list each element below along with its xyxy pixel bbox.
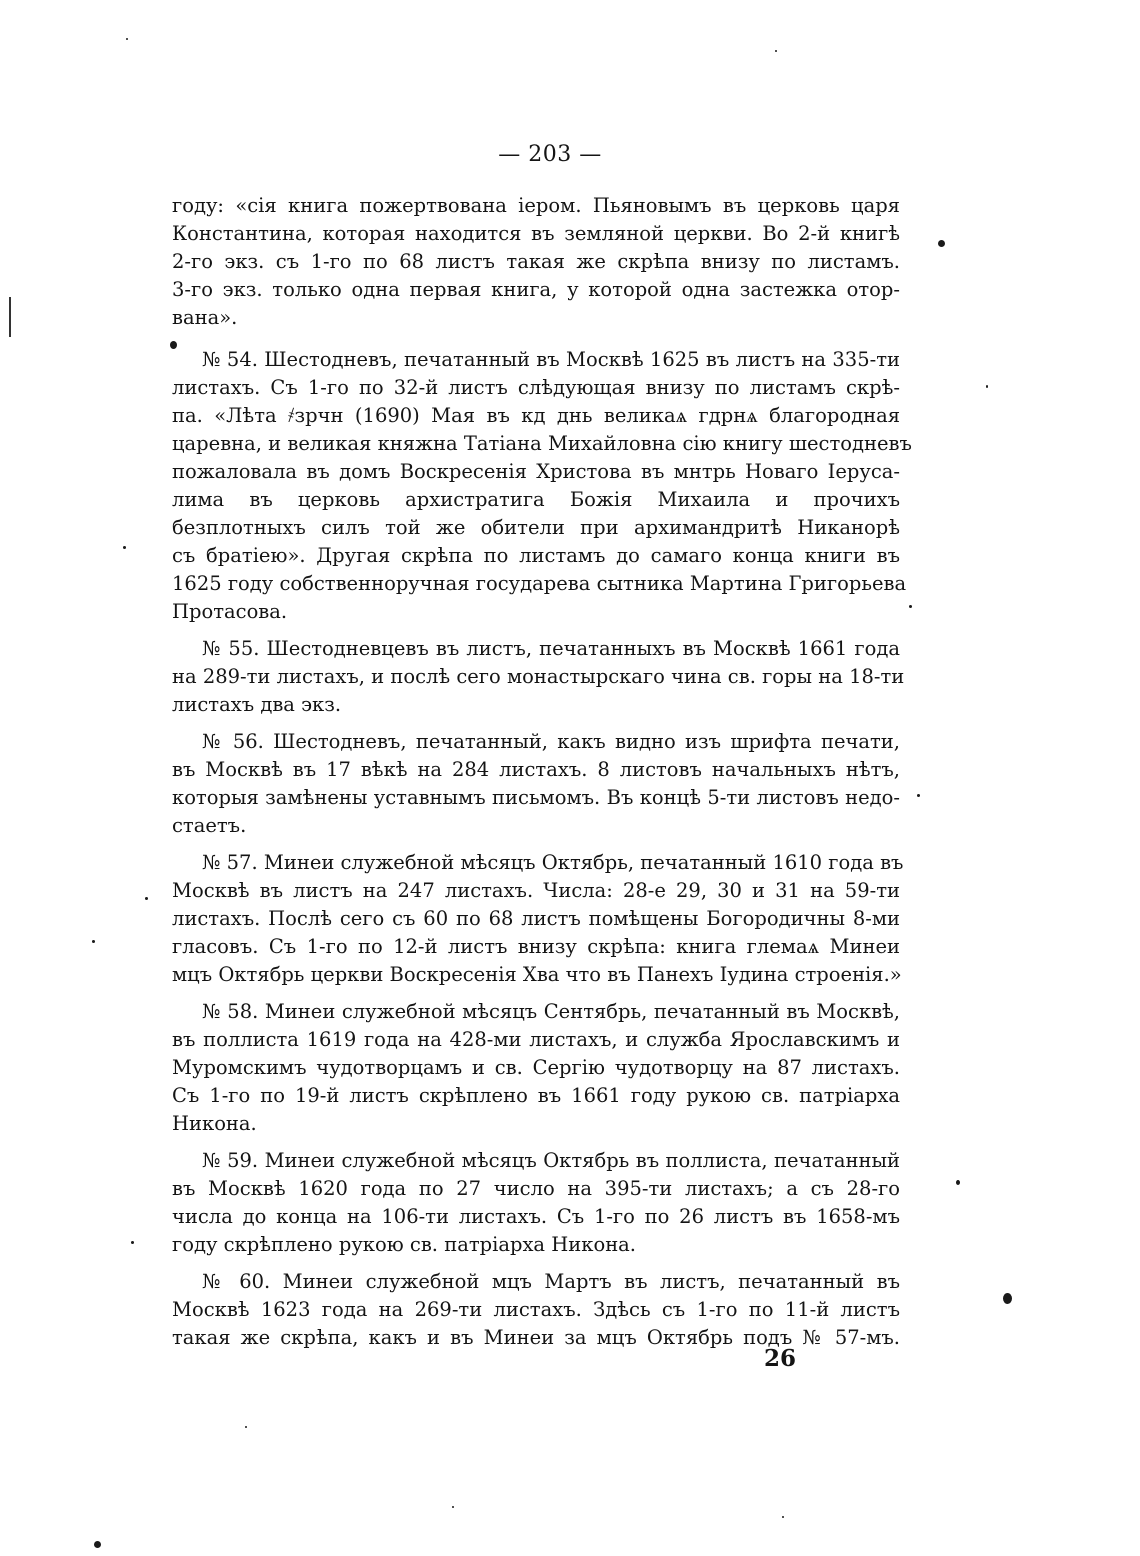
text-line: № 55. Шестодневцевъ въ листъ, печатанныхъ въ Москвѣ 1661 года — [202, 637, 900, 660]
text-line: № 59. Минеи служебной мѣсяцъ Октябрь въ поллиста, печатанный — [202, 1149, 900, 1172]
ink-speck — [131, 1241, 134, 1244]
text-line: безплотныхъ силъ той же обители при архимандритѣ Никанорѣ — [172, 516, 900, 539]
text-line: 3-го экз. только одна первая книга, у которой одна застежка отор- — [172, 278, 900, 301]
paragraph-entry-54 — [172, 346, 912, 626]
scan-edge-mark — [9, 297, 11, 337]
paragraph-entry-56 — [172, 728, 900, 840]
text-line: Съ 1-го по 19-й листъ скрѣплено въ 1661 году рукою св. патріарха — [172, 1084, 900, 1107]
text-line: № 57. Минеи служебной мѣсяцъ Октябрь, печатанный 1610 года въ — [202, 851, 904, 874]
paragraph-continuation — [172, 192, 900, 332]
text-line: листахъ. Съ 1-го по 32-й листъ слѣдующая внизу по листамъ скрѣ- — [172, 376, 900, 399]
page-number: — 203 — — [498, 142, 602, 167]
text-line: лима въ церковь архистратига Божія Михаила и прочихъ — [172, 488, 900, 511]
ink-speck — [92, 940, 95, 943]
text-line: № 54. Шестодневъ, печатанный въ Москвѣ 1625 въ листъ на 335-ти — [202, 348, 900, 371]
ink-speck — [909, 605, 912, 608]
paragraph-entry-55 — [172, 635, 905, 719]
ink-speck — [245, 1426, 247, 1428]
text-line: Москвѣ въ листъ на 247 листахъ. Числа: 28-е 29, 30 и 31 на 59-ти — [172, 879, 900, 902]
text-line: которыя замѣнены уставнымъ письмомъ. Въ концѣ 5-ти листовъ недо- — [172, 786, 900, 809]
text-line: Протасова. — [172, 600, 288, 623]
paragraph-entry-60 — [172, 1268, 900, 1352]
text-line: мцъ Октябрь церкви Воскресенія Хва что въ Панехъ Іудина строенія.» — [172, 963, 902, 986]
text-line: такая же скрѣпа, какъ и въ Минеи за мцъ Октябрь подъ № 57-мъ. — [172, 1326, 900, 1349]
text-line: году скрѣплено рукою св. патріарха Никона. — [172, 1233, 637, 1256]
text-line: Москвѣ 1623 года на 269-ти листахъ. Здѣсь съ 1-го по 11-й листъ — [172, 1298, 900, 1321]
text-line: № 60. Минеи служебной мцъ Мартъ въ листъ, печатанный въ — [202, 1270, 900, 1293]
text-line: царевна, и великая княжна Татіана Михайловна сію книгу шестодневъ — [172, 432, 912, 455]
ink-speck — [170, 341, 177, 349]
text-line: году: «сія книга пожертвована іером. Пьяновымъ въ церковь царя — [172, 194, 900, 217]
paragraph-entry-57 — [172, 849, 904, 989]
text-line: гласовъ. Съ 1-го по 12-й листъ внизу скрѣпа: книга глемаѧ Минеи — [172, 935, 900, 958]
paragraph-entry-59 — [172, 1147, 900, 1259]
text-line: въ поллиста 1619 года на 428-ми листахъ, и служба Ярославскимъ и — [172, 1028, 900, 1051]
text-line: съ братіею». Другая скрѣпа по листамъ до самаго конца книги въ — [172, 544, 900, 567]
text-line: па. «Лѣта ҂зрчн (1690) Мая въ кд днь великаѧ гдрнѧ благородная — [172, 404, 900, 427]
ink-speck — [1003, 1293, 1012, 1304]
text-line: числа до конца на 106-ти листахъ. Съ 1-го по 26 листъ въ 1658-мъ — [172, 1205, 900, 1228]
ink-speck — [938, 240, 945, 247]
text-line: листахъ два экз. — [172, 693, 342, 716]
ink-speck — [452, 1506, 454, 1508]
text-line: № 58. Минеи служебной мѣсяцъ Сентябрь, печатанный въ Москвѣ, — [202, 1000, 900, 1023]
ink-speck — [775, 50, 777, 52]
ink-speck — [94, 1541, 101, 1548]
ink-speck — [126, 38, 128, 40]
text-line: вана». — [172, 306, 238, 329]
text-line: Никона. — [172, 1112, 257, 1135]
text-line: на 289-ти листахъ, и послѣ сего монастырскаго чина св. горы на 18-ти — [172, 665, 905, 688]
text-line: Муромскимъ чудотворцамъ и св. Сергію чудотворцу на 87 листахъ. — [172, 1056, 900, 1079]
ink-speck — [917, 794, 920, 797]
text-line: 2-го экз. съ 1-го по 68 листъ такая же скрѣпа внизу по листамъ. — [172, 250, 900, 273]
text-line: 1625 году собственноручная государева сытника Мартина Григорьева — [172, 572, 907, 595]
text-line: стаетъ. — [172, 814, 247, 837]
text-body — [172, 192, 912, 1361]
text-line: Константина, которая находится въ земляной церкви. Во 2-й книгѣ — [172, 222, 900, 245]
text-line: пожаловала въ домъ Воскресенія Христова въ мнтрь Новаго Іерусa- — [172, 460, 900, 483]
ink-speck — [145, 897, 148, 900]
printer-signature-mark: 26 — [764, 1345, 797, 1372]
text-line: листахъ. Послѣ сего съ 60 по 68 листъ помѣщены Богородичны 8-ми — [172, 907, 900, 930]
ink-speck — [956, 1180, 960, 1185]
ink-speck — [782, 1516, 784, 1518]
text-line: № 56. Шестодневъ, печатанный, какъ видно изъ шрифта печати, — [202, 730, 900, 753]
paragraph-entry-58 — [172, 998, 900, 1138]
ink-speck — [986, 385, 988, 388]
ink-speck — [123, 546, 126, 549]
text-line: въ Москвѣ 1620 года по 27 число на 395-ти листахъ; а съ 28-го — [172, 1177, 900, 1200]
text-line: въ Москвѣ въ 17 вѣкѣ на 284 листахъ. 8 листовъ начальныхъ нѣтъ, — [172, 758, 900, 781]
